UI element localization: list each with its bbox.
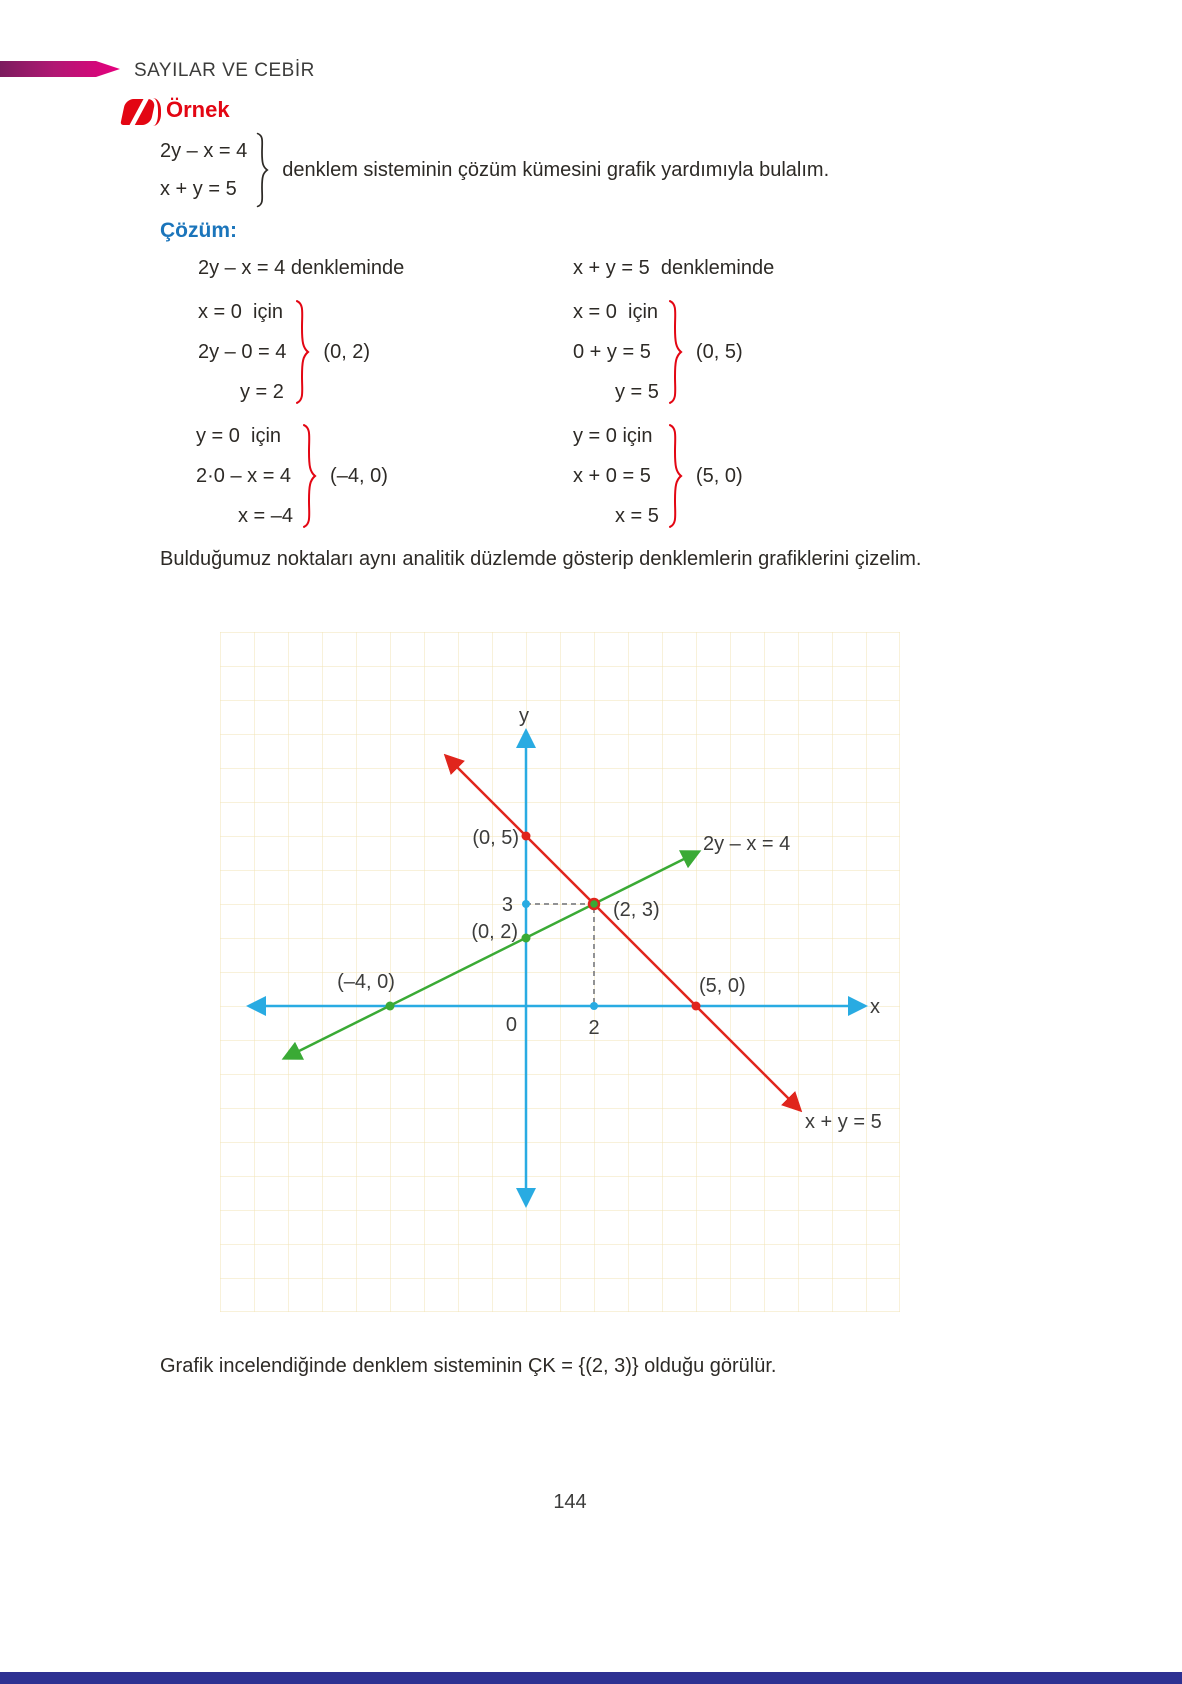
example-icon-slash [125,99,151,125]
point-0-2-label: (0, 2) [471,921,518,943]
section-arrow-decoration [0,61,120,77]
brace-icon [294,299,310,405]
green-line-equation-label: 2y – x = 4 [703,833,791,855]
example-label: Örnek [166,97,230,122]
case-block [196,416,388,536]
case-point: (–4, 0) [330,464,388,487]
brace-icon [667,299,683,405]
point-minus4-0-label: (–4, 0) [337,971,395,993]
section-title: SAYILAR VE CEBİR [134,60,315,81]
case-condition: y = 0 için [573,425,653,447]
coordinate-graph [220,632,900,1312]
case-result-line: y = 2 [240,381,284,403]
case-result-line: x = 5 [615,505,659,527]
conclusion-text: Grafik incelendiğinde denklem sisteminin ÇK = {(2, 3)} olduğu görülür. [160,1355,777,1377]
case-point: (5, 0) [695,464,743,487]
x-axis-label: x [870,996,880,1018]
example-icon-tail [153,98,161,126]
case-condition: x = 0 için [573,301,659,323]
example-prompt: denklem sisteminin çözüm kümesini grafik yardımıyla bulalım. [282,158,830,181]
brace-icon [667,423,683,529]
case-block [198,292,370,412]
brace-icon [255,132,269,208]
graph-intro-text: Bulduğumuz noktaları aynı analitik düzlemde gösterip denklemlerin grafiklerini çizelim. [160,548,922,570]
case-condition: x = 0 için [198,301,284,323]
y-axis-label: y [519,705,529,727]
case-step: 2y – 0 = 4 [198,341,287,363]
solution-label: Çözüm: [160,219,237,242]
right-column-heading: x + y = 5 denkleminde [573,257,775,279]
x-tick-2-dot [590,1002,598,1010]
equation-1: 2y – x = 4 [160,140,248,162]
equation-system [160,132,247,208]
point-minus4-0-dot [386,1002,395,1011]
red-line-equation-label: x + y = 5 [805,1111,882,1133]
case-step: 2·0 – x = 4 [196,465,292,487]
left-column-heading: 2y – x = 4 denkleminde [198,257,405,279]
example-icon [120,99,156,125]
x-tick-2-label: 2 [588,1017,600,1039]
point-5-0-label: (5, 0) [699,975,746,997]
point-0-5-dot [522,832,531,841]
footer-bar-decoration [0,1672,1182,1684]
case-result-line: y = 5 [615,381,659,403]
case-result-line: x = –4 [238,505,294,527]
case-point: (0, 5) [695,340,743,363]
case-block [573,292,743,412]
equation-2: x + y = 5 [160,178,237,200]
point-5-0-dot [692,1002,701,1011]
page-number: 144 [553,1491,587,1513]
grid-background [220,632,900,1312]
case-condition: y = 0 için [196,425,282,447]
case-point: (0, 2) [323,340,371,363]
intersection-point-label: (2, 3) [613,899,660,921]
intersection-point-dot [589,899,599,909]
case-step: 0 + y = 5 [573,341,651,363]
y-tick-3-label: 3 [501,894,513,916]
brace-icon [301,423,317,529]
y-tick-3-dot [522,900,530,908]
coordinate-plane-svg [220,632,900,1312]
point-0-2-dot [522,934,531,943]
origin-label: 0 [505,1014,517,1036]
case-block [573,416,743,536]
equation-system-block [160,132,829,208]
point-0-5-label: (0, 5) [472,827,519,849]
case-step: x + 0 = 5 [573,465,651,487]
